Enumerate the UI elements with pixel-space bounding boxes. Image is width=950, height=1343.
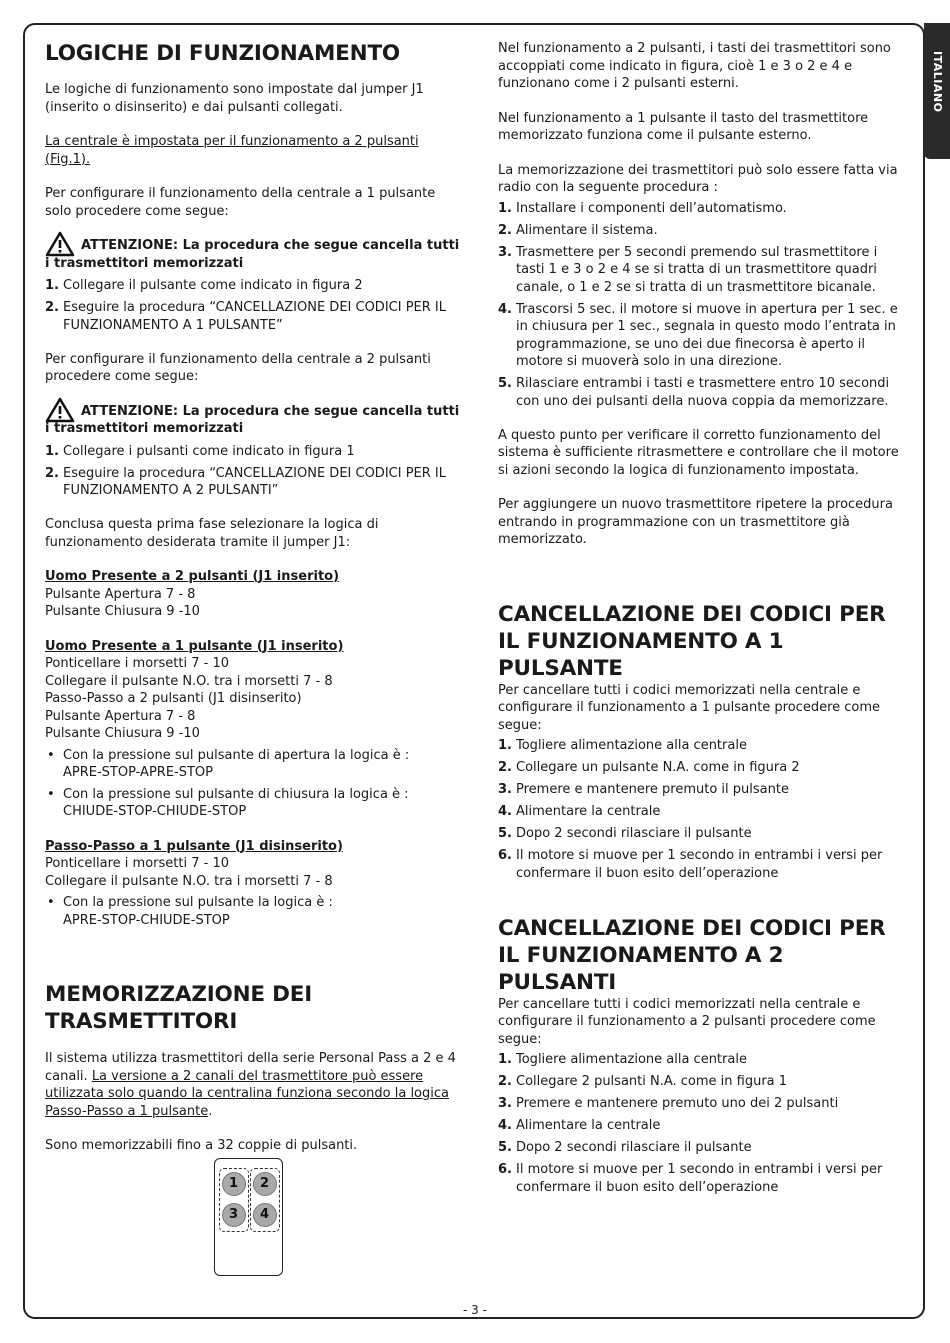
intro-paragraph: Le logiche di funzionamento sono impostate dal jumper J1 (inserito o disinserito) e dai pulsanti collegati.: [45, 82, 424, 115]
remote-button-2: 2: [253, 1172, 277, 1196]
list-text: Trasmettere per 5 secondi premendo sul trasmettitore i tasti 1 e 3 o 2 e 4 se si tratta di un trasmettitore quadri canale, o 1 e 2 se si tratta di un trasmettitore bicanale.: [516, 244, 878, 295]
list-item: [498, 222, 908, 240]
list-number: 2.: [45, 300, 59, 315]
line: Collegare il pulsante N.O. tra i morsetti 7 - 8: [45, 673, 333, 689]
bullet-dot: •: [47, 747, 55, 763]
config-2-intro: Per configurare il funzionamento della centrale a 2 pulsanti procedere come segue:: [45, 351, 431, 384]
right-column: [498, 40, 908, 1201]
list-item: [498, 244, 908, 297]
list-number: 1.: [45, 443, 59, 459]
bullet-text: Con la pressione sul pulsante la logica è :: [63, 895, 333, 910]
memo-paragraph: [45, 1050, 460, 1120]
list-number: 6.: [498, 1162, 512, 1177]
warning-2-text: ATTENZIONE: La procedura che segue cancella tutti i trasmettitori memorizzati: [45, 403, 460, 436]
list-item: [498, 375, 908, 410]
list-item: [498, 1161, 908, 1196]
list-item: [498, 759, 908, 777]
remote-button-1: 1: [222, 1172, 246, 1196]
list-item: [45, 299, 460, 334]
bullet-item: [45, 786, 460, 821]
jumper-intro: Conclusa questa prima fase selezionare la logica di funzionamento desiderata tramite il jumper J1:: [45, 517, 379, 550]
list-text: Collegare 2 pulsanti N.A. come in figura 1: [516, 1074, 788, 1089]
heading-cancellazione-2: CANCELLAZIONE DEI CODICI PER IL FUNZIONAMENTO A 2 PULSANTI: [498, 915, 886, 995]
bullet-text: Con la pressione sul pulsante di apertura la logica è :: [63, 747, 410, 763]
config-1-intro: Per configurare il funzionamento della centrale a 1 pulsante solo procedere come segue:: [45, 186, 436, 219]
list-number: 2.: [498, 1074, 512, 1089]
canc1-intro: Per cancellare tutti i codici memorizzati nella centrale e configurare il funzionamento a 1 pulsante procedere come segue:: [498, 682, 881, 733]
list-text: Alimentare la centrale: [516, 1118, 661, 1133]
list-number: 3.: [498, 244, 512, 260]
list-item: [45, 465, 460, 500]
button-pair-right: [250, 1168, 280, 1232]
list-number: 5.: [498, 376, 512, 391]
list-text: Premere e mantenere premuto uno dei 2 pulsanti: [516, 1096, 839, 1111]
list-text: Collegare un pulsante N.A. come in figura 2: [516, 760, 800, 775]
line: Pulsante Apertura 7 - 8: [45, 708, 196, 724]
list-text: Rilasciare entrambi i tasti e trasmettere entro 10 secondi con uno dei pulsanti della nuova coppia da memorizzare.: [516, 376, 890, 409]
add-transmitter-paragraph: Per aggiungere un nuovo trasmettitore ripetere la procedura entrando in programmazione con un trasmettitore già memorizzato.: [498, 497, 893, 547]
canc2-steps: [498, 1051, 908, 1196]
list-number: 2.: [45, 465, 59, 481]
list-item: [498, 1117, 908, 1135]
list-item: [498, 200, 908, 218]
list-text: Alimentare il sistema.: [516, 222, 658, 238]
line: Pulsante Chiusura 9 -10: [45, 604, 200, 619]
heading-memorizzazione: MEMORIZZAZIONE DEI TRASMETTITORI: [45, 982, 313, 1034]
list-item: [498, 1073, 908, 1091]
section-passo-passo-1: Passo-Passo a 1 pulsante (J1 disinserito): [45, 838, 343, 854]
bullet-logic: CHIUDE-STOP-CHIUDE-STOP: [63, 804, 247, 819]
config-2-steps: [45, 443, 460, 500]
line: Pulsante Apertura 7 - 8: [45, 586, 196, 602]
radio-procedure-intro: La memorizzazione dei trasmettitori può solo essere fatta via radio con la seguente procedura :: [498, 162, 898, 195]
bullet-dot: •: [47, 895, 55, 910]
list-text: Premere e mantenere premuto il pulsante: [516, 782, 789, 797]
list-text: Il motore si muove per 1 secondo in entrambi i versi per confermare il buon esito dell’operazione: [516, 1162, 883, 1195]
list-item: [498, 737, 908, 755]
single-button-paragraph: Nel funzionamento a 1 pulsante il tasto del trasmettitore memorizzato funziona come il pulsante esterno.: [498, 110, 869, 143]
language-tab-label: ITALIANO: [930, 51, 944, 113]
memo-underlined: La versione a 2 canali del trasmettitore può essere utilizzata solo quando la centralina funziona secondo la logica Passo-Passo a 1 pulsante: [45, 1068, 449, 1119]
bullet-item: [45, 894, 460, 929]
list-text: Togliere alimentazione alla centrale: [516, 1052, 747, 1067]
list-item: [498, 1095, 908, 1113]
canc2-intro: Per cancellare tutti i codici memorizzati nella centrale e configurare il funzionamento a 2 pulsanti procedere come segue:: [498, 996, 876, 1047]
pairing-paragraph: Nel funzionamento a 2 pulsanti, i tasti dei trasmettitori sono accoppiati come indicato in figura, cioè 1 e 3 o 2 e 4 e funzionano come i 2 pulsanti esterni.: [498, 41, 891, 91]
list-number: 5.: [498, 1140, 512, 1155]
list-item: [498, 825, 908, 843]
warning-1-text: ATTENZIONE: La procedura che segue cancella tutti i trasmettitori memorizzati: [45, 238, 460, 271]
memo-capacity: Sono memorizzabili fino a 32 coppie di pulsanti.: [45, 1138, 358, 1153]
list-number: 4.: [498, 1118, 512, 1133]
line: Collegare il pulsante N.O. tra i morsetti 7 - 8: [45, 873, 333, 889]
list-text: Collegare i pulsanti come indicato in figura 1: [63, 443, 355, 459]
list-item: [498, 1051, 908, 1069]
list-item: [498, 803, 908, 821]
list-item: [498, 781, 908, 799]
list-number: 1.: [498, 200, 512, 216]
list-number: 3.: [498, 1096, 512, 1111]
page-number: - 3 -: [463, 1303, 487, 1317]
bullet-logic: APRE-STOP-CHIUDE-STOP: [63, 912, 230, 928]
list-item: [45, 443, 460, 461]
line: Ponticellare i morsetti 7 - 10: [45, 856, 229, 871]
list-number: 3.: [498, 782, 512, 797]
list-text: Il motore si muove per 1 secondo in entrambi i versi per confermare il buon esito dell’operazione: [516, 848, 883, 881]
heading-cancellazione-1: CANCELLAZIONE DEI CODICI PER IL FUNZIONAMENTO A 1 PULSANTE: [498, 601, 886, 681]
line: Ponticellare i morsetti 7 - 10: [45, 656, 229, 671]
memo-period: .: [208, 1103, 213, 1119]
list-text: Eseguire la procedura “CANCELLAZIONE DEI CODICI PER IL FUNZIONAMENTO A 2 PULSANTI”: [63, 465, 446, 498]
line: Pulsante Chiusura 9 -10: [45, 726, 200, 741]
config-1-steps: [45, 277, 460, 334]
warning-icon: [45, 397, 75, 423]
memo-text: Il sistema utilizza trasmettitori della serie Personal Pass a 2 e 4 canali.: [45, 1051, 456, 1084]
heading-logiche: LOGICHE DI FUNZIONAMENTO: [45, 41, 400, 66]
list-number: 4.: [498, 301, 512, 317]
line: Passo-Passo a 2 pulsanti (J1 disinserito): [45, 691, 302, 706]
list-number: 1.: [45, 278, 59, 293]
list-text: Alimentare la centrale: [516, 804, 661, 819]
default-config-note: La centrale è impostata per il funzionamento a 2 pulsanti (Fig.1).: [45, 134, 419, 167]
section-uomo-presente-2: Uomo Presente a 2 pulsanti (J1 inserito): [45, 569, 340, 584]
list-item: [498, 301, 908, 371]
remote-button-4: 4: [253, 1203, 277, 1227]
list-number: 4.: [498, 804, 512, 819]
left-column: [45, 40, 460, 1155]
list-text: Eseguire la procedura “CANCELLAZIONE DEI CODICI PER IL FUNZIONAMENTO A 1 PULSANTE”: [63, 300, 446, 333]
list-number: 5.: [498, 826, 512, 841]
canc1-steps: [498, 737, 908, 882]
button-pair-left: [219, 1168, 249, 1232]
list-number: 2.: [498, 760, 512, 775]
bullet-text: Con la pressione sul pulsante di chiusura la logica è :: [63, 786, 409, 802]
logic-bullets-1: [45, 747, 460, 821]
transmitter-figure: [214, 1158, 283, 1276]
list-text: Togliere alimentazione alla centrale: [516, 738, 747, 753]
list-number: 2.: [498, 222, 512, 238]
warning-icon: [45, 231, 75, 257]
language-tab: [924, 23, 950, 159]
list-text: Collegare il pulsante come indicato in figura 2: [63, 278, 363, 293]
list-item: [45, 277, 460, 295]
list-text: Dopo 2 secondi rilasciare il pulsante: [516, 826, 752, 841]
remote-button-3: 3: [222, 1203, 246, 1227]
bullet-logic: APRE-STOP-APRE-STOP: [63, 765, 213, 780]
list-text: Dopo 2 secondi rilasciare il pulsante: [516, 1140, 752, 1155]
list-number: 6.: [498, 848, 512, 863]
logic-bullets-2: [45, 894, 460, 929]
list-text: Installare i componenti dell’automatismo.: [516, 200, 787, 216]
verify-paragraph: A questo punto per verificare il corretto funzionamento del sistema è sufficiente ritrasmettere e controllare che il motore si azioni secondo la logica di funzionamento impostata.: [498, 427, 899, 478]
list-item: [498, 1139, 908, 1157]
bullet-item: [45, 747, 460, 782]
section-uomo-presente-1: Uomo Presente a 1 pulsante (J1 inserito): [45, 638, 344, 654]
list-text: Trascorsi 5 sec. il motore si muove in apertura per 1 sec. e in chiusura per 1 sec., segnala in questo modo l’entrata in programmazione, se uno dei due finecorsa è aperto il motore si muoverà solo in una direzione.: [516, 301, 898, 369]
list-item: [498, 847, 908, 882]
memo-steps: [498, 200, 908, 411]
list-number: 1.: [498, 1052, 512, 1067]
list-number: 1.: [498, 738, 512, 753]
bullet-dot: •: [47, 786, 55, 802]
